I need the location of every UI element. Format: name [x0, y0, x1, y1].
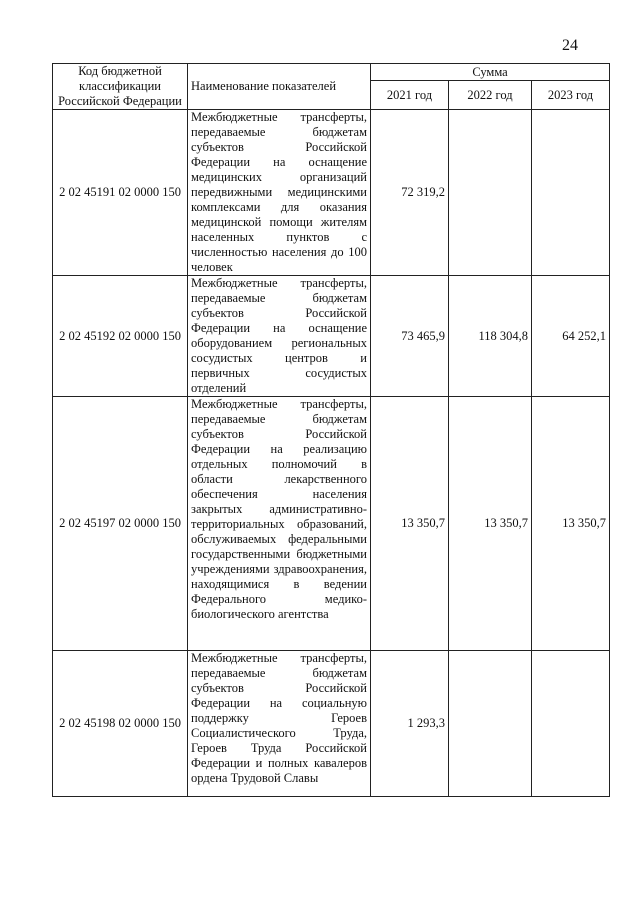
- row-value-2022: 13 350,7: [449, 397, 532, 651]
- row-code: 2 02 45191 02 0000 150: [53, 110, 188, 276]
- table-row: [53, 276, 610, 397]
- row-value-2021: 72 319,2: [371, 110, 449, 276]
- row-value-2023: 13 350,7: [532, 397, 610, 651]
- row-code: 2 02 45197 02 0000 150: [53, 397, 188, 651]
- row-value-2021: 13 350,7: [371, 397, 449, 651]
- table-row: [53, 651, 610, 797]
- row-name: Межбюджетные трансферты, передаваемые бюджетам субъектов Российской Федерации на оснащение медицинских организаций передвижными медицинскими комплексами для оказания медицинской помощи жителям населенных пунктов с численностью населения до 100 человек: [188, 110, 371, 276]
- table-row: [53, 110, 610, 276]
- header-year-2022: 2022 год: [449, 81, 532, 110]
- row-name: Межбюджетные трансферты, передаваемые бюджетам субъектов Российской Федерации на реализацию отдельных полномочий в области лекарственного обеспечения населения закрытых административно-территориальных образований, обслуживаемых федеральными государственными бюджетными учреждениями здравоохранения, находящимися в ведении Федерального медико-биологического агентства: [188, 397, 371, 651]
- row-value-2022: [449, 110, 532, 276]
- header-code: Код бюджетной классификации Российской Федерации: [53, 64, 188, 110]
- row-code: 2 02 45198 02 0000 150: [53, 651, 188, 797]
- header-year-2021: 2021 год: [371, 81, 449, 110]
- table-row: [53, 397, 610, 651]
- row-value-2023: [532, 110, 610, 276]
- header-name: Наименование показателей: [188, 64, 371, 110]
- header-sum: Сумма: [371, 64, 610, 81]
- row-name: Межбюджетные трансферты, передаваемые бюджетам субъектов Российской Федерации на социальную поддержку Героев Социалистического Труда, Героев Труда Российской Федерации и полных кавалеров ордена Трудовой Славы: [188, 651, 371, 797]
- row-value-2022: 118 304,8: [449, 276, 532, 397]
- row-name: Межбюджетные трансферты, передаваемые бюджетам субъектов Российской Федерации на оснащение оборудованием региональных сосудистых центров и первичных сосудистых отделений: [188, 276, 371, 397]
- page-number: 24: [562, 37, 578, 54]
- row-value-2021: 1 293,3: [371, 651, 449, 797]
- row-value-2023: 64 252,1: [532, 276, 610, 397]
- row-value-2022: [449, 651, 532, 797]
- header-year-2023: 2023 год: [532, 81, 610, 110]
- row-value-2023: [532, 651, 610, 797]
- budget-table: [52, 63, 610, 797]
- row-code: 2 02 45192 02 0000 150: [53, 276, 188, 397]
- row-value-2021: 73 465,9: [371, 276, 449, 397]
